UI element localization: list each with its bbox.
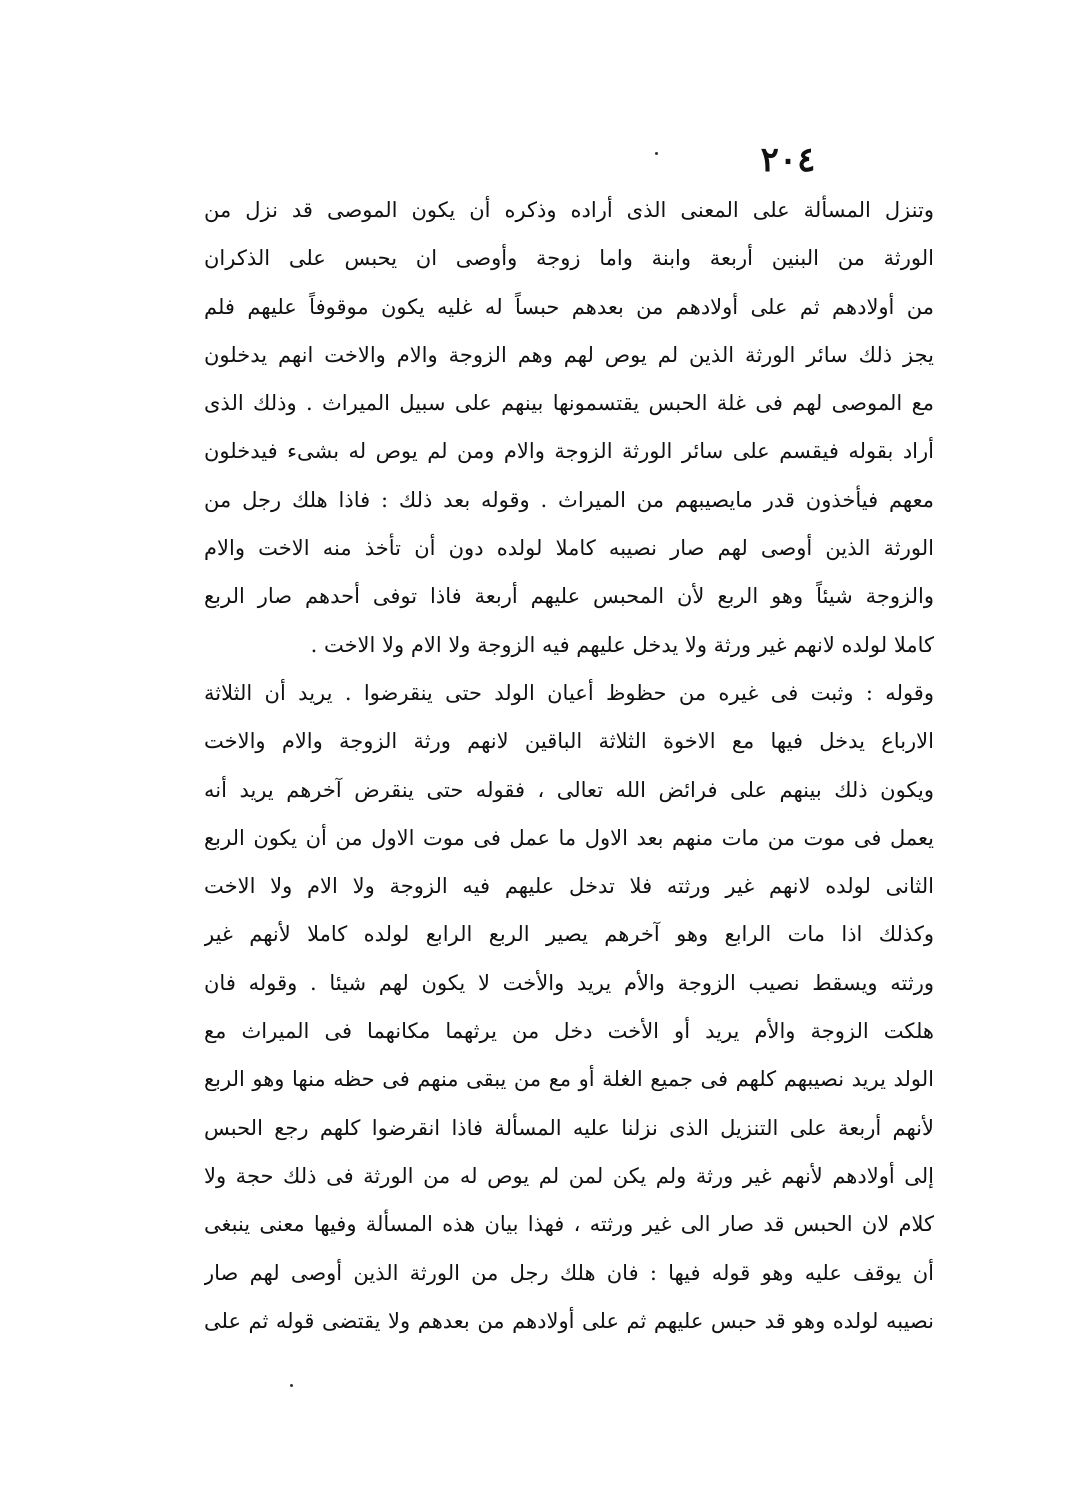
text-line: الورثة الذين أوصى لهم صار نصيبه كاملا لولده دون أن تأخذ منه الاخت والام <box>204 536 934 561</box>
text-line: مع الموصى لهم فى غلة الحبس يقتسمونها بينهم على سبيل الميراث . وذلك الذى <box>204 391 934 416</box>
text-line: الارباع يدخل فيها مع الاخوة الثلاثة الباقين لانهم ورثة الزوجة والام والاخت <box>204 729 934 754</box>
text-line: أن يوقف عليه وهو قوله فيها : فان هلك رجل من الورثة الذين أوصى لهم صار <box>204 1260 934 1285</box>
page-number: ٢٠٤ <box>760 140 816 180</box>
text-line: الولد يريد نصيبهم كلهم فى جميع الغلة أو مع من يبقى منهم فى حظه منها وهو الربع <box>204 1067 934 1092</box>
text-line: إلى أولادهم لأنهم غير ورثة ولم يكن لمن لم يوص له من الورثة فى ذلك حجة ولا <box>204 1163 934 1188</box>
text-line: والزوجة شيئاً وهو الربع لأن المحبس عليهم أربعة فاذا توفى أحدهم صار الربع <box>204 584 934 609</box>
body-text <box>204 186 934 1345</box>
scan-speck <box>655 152 658 155</box>
text-line: معهم فيأخذون قدر مايصيبهم من الميراث . وقوله بعد ذلك : فاذا هلك رجل من <box>204 487 934 512</box>
text-line: وتنزل المسألة على المعنى الذى أراده وذكره أن يكون الموصى قد نزل من <box>204 198 934 222</box>
text-line: الورثة من البنين أربعة وابنة واما زوجة وأوصى ان يحبس على الذكران <box>204 246 934 271</box>
scan-speck <box>290 1384 293 1387</box>
text-line: كلام لان الحبس قد صار الى غير ورثته ، فهذا بيان هذه المسألة وفيها معنى ينبغى <box>204 1212 934 1237</box>
text-line: من أولادهم ثم على أولادهم من بعدهم حبساً له غليه يكون موقوفاً عليهم فلم <box>204 294 934 319</box>
text-line: ورثته ويسقط نصيب الزوجة والأم يريد والأخت لا يكون لهم شيئا . وقوله فان <box>204 970 934 995</box>
text-line: لأنهم أربعة على التنزيل الذى نزلنا عليه المسألة فاذا انقرضوا كلهم رجع الحبس <box>204 1115 934 1140</box>
text-line: وكذلك اذا مات الرابع وهو آخرهم يصير الربع الرابع لولده كاملا لأنهم غير <box>204 922 934 947</box>
text-line: هلكت الزوجة والأم يريد أو الأخت دخل من يرثهما مكانهما فى الميراث مع <box>204 1019 934 1044</box>
text-line: وقوله : وثبت فى غيره من حظوظ أعيان الولد حتى ينقرضوا . يريد أن الثلاثة <box>204 680 934 705</box>
text-line: أراد بقوله فيقسم على سائر الورثة الزوجة والام ومن لم يوص له بشىء فيدخلون <box>204 439 934 464</box>
text-line: كاملا لولده لانهم غير ورثة ولا يدخل عليهم فيه الزوجة ولا الام ولا الاخت . <box>310 632 934 657</box>
text-line: يجز ذلك سائر الورثة الذين لم يوص لهم وهم الزوجة والام والاخت انهم يدخلون <box>204 342 934 367</box>
text-line: يعمل فى موت من مات منهم بعد الاول ما عمل فى موت الاول من أن يكون الربع <box>204 825 934 850</box>
text-line: الثانى لولده لانهم غير ورثته فلا تدخل عليهم فيه الزوجة ولا الام ولا الاخت <box>204 874 934 899</box>
text-line: نصيبه لولده وهو قد حبس عليهم ثم على أولادهم من بعدهم ولا يقتضى قوله ثم على <box>204 1308 934 1333</box>
text-line: ويكون ذلك بينهم على فرائض الله تعالى ، فقوله حتى ينقرض آخرهم يريد أنه <box>204 777 934 802</box>
